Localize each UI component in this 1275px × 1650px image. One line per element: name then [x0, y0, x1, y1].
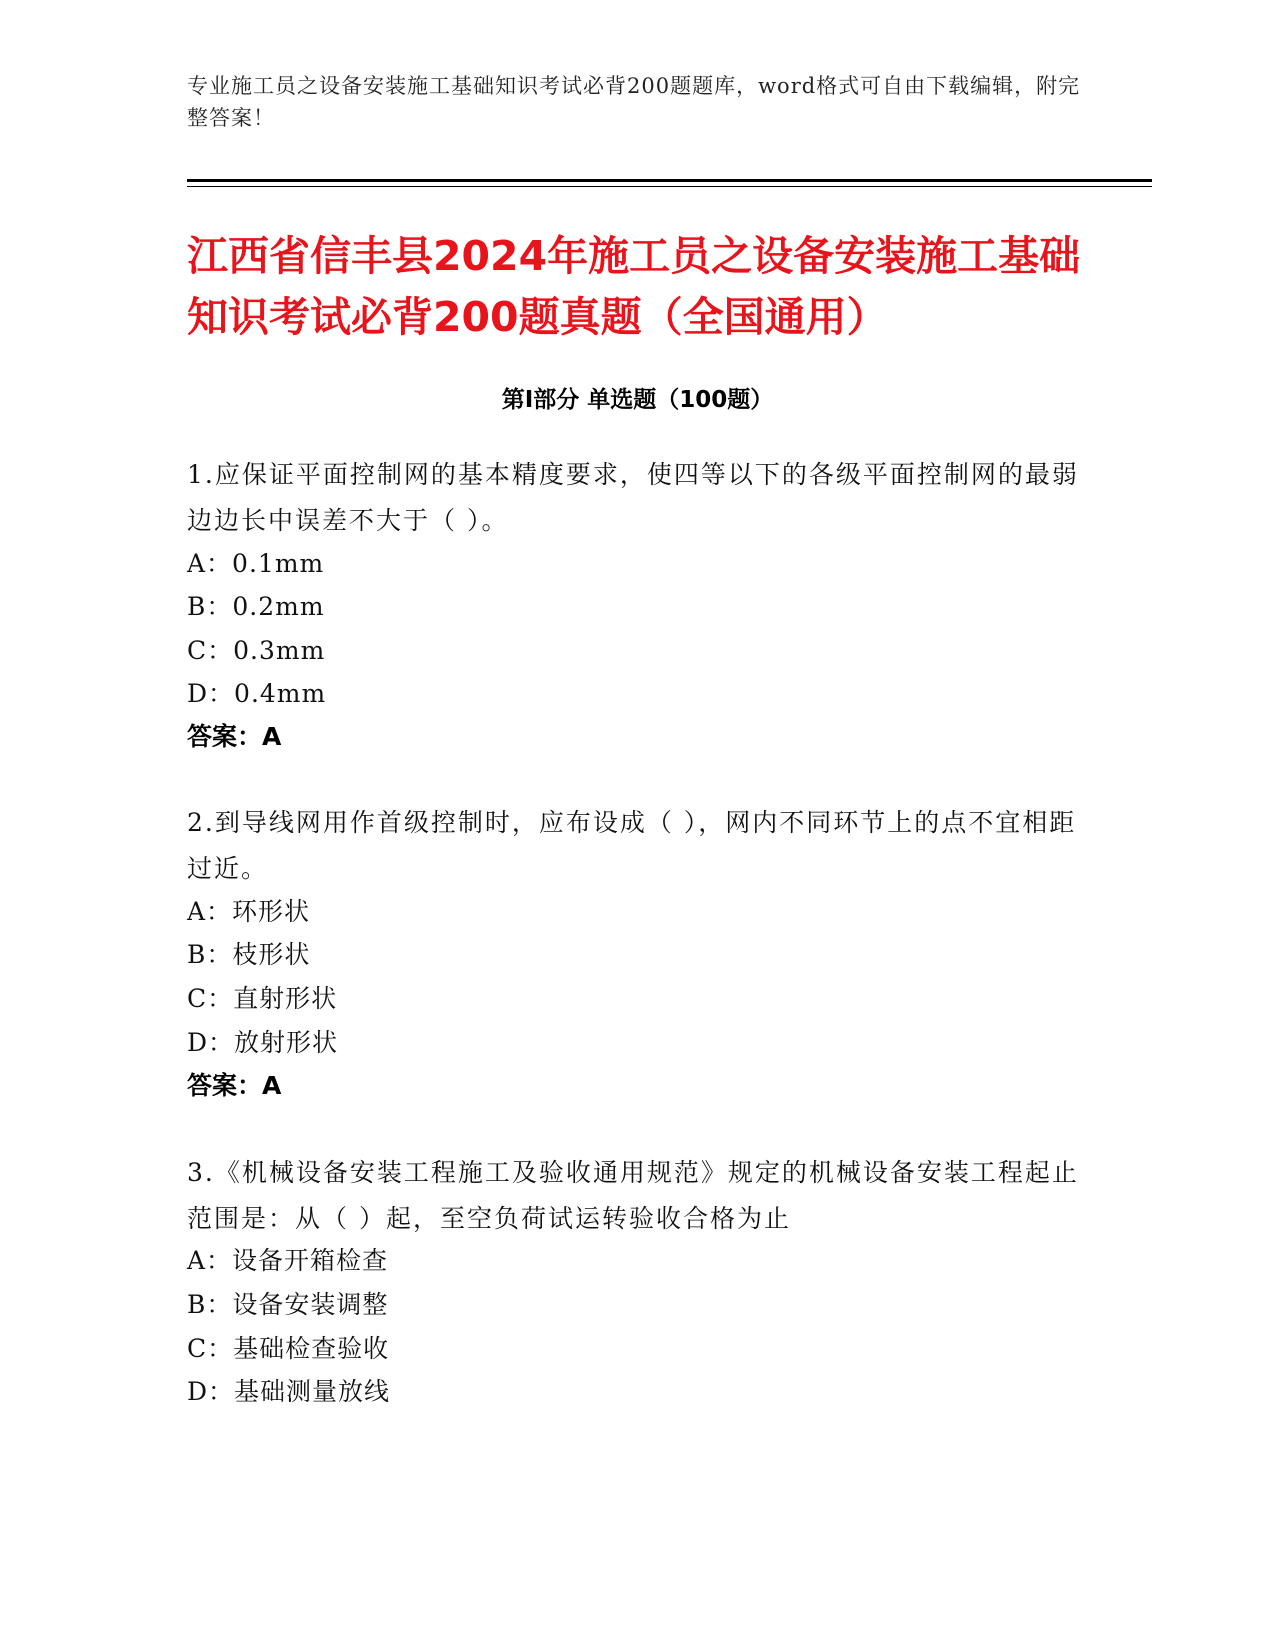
question-3-option-c: C：基础检查验收: [187, 1334, 390, 1363]
question-3-option-d: D：基础测量放线: [187, 1377, 391, 1406]
question-2-answer: 答案：A: [187, 1071, 282, 1100]
question-2-text: 2.到导线网用作首级控制时，应布设成（ ），网内不同环节上的点不宜相距过近。: [187, 808, 1077, 883]
header-rule-thick: [187, 179, 1152, 182]
question-1-option-c: C：0.3mm: [187, 636, 326, 665]
question-2-option-c: C：直射形状: [187, 984, 338, 1013]
header-rule-thin: [187, 186, 1152, 187]
question-1-option-a: A：0.1mm: [187, 549, 325, 578]
question-2-option-b: B：枝形状: [187, 940, 311, 969]
question-1-answer: 答案：A: [187, 722, 282, 751]
question-3-text: 3.《机械设备安装工程施工及验收通用规范》规定的机械设备安装工程起止范围是：从（ ）起，至空负荷试运转验收合格为止: [187, 1158, 1079, 1233]
question-2-option-d: D：放射形状: [187, 1028, 339, 1057]
section-title: 第Ⅰ部分 单选题（100题）: [501, 387, 774, 413]
question-1-text: 1.应保证平面控制网的基本精度要求，使四等以下的各级平面控制网的最弱边边长中误差不大于（ ）。: [187, 460, 1079, 535]
question-1-option-b: B：0.2mm: [187, 592, 325, 621]
question-3-option-a: A：设备开箱检查: [187, 1246, 389, 1275]
question-1-option-d: D：0.4mm: [187, 679, 327, 708]
header-note: 专业施工员之设备安装施工基础知识考试必背200题题库，word格式可自由下载编辑，附完整答案！: [187, 74, 1081, 130]
document-title: 江西省信丰县2024年施工员之设备安装施工基础知识考试必背200题真题（全国通用）: [187, 232, 1081, 341]
question-3-option-b: B：设备安装调整: [187, 1290, 389, 1319]
question-2-option-a: A：环形状: [187, 897, 311, 926]
